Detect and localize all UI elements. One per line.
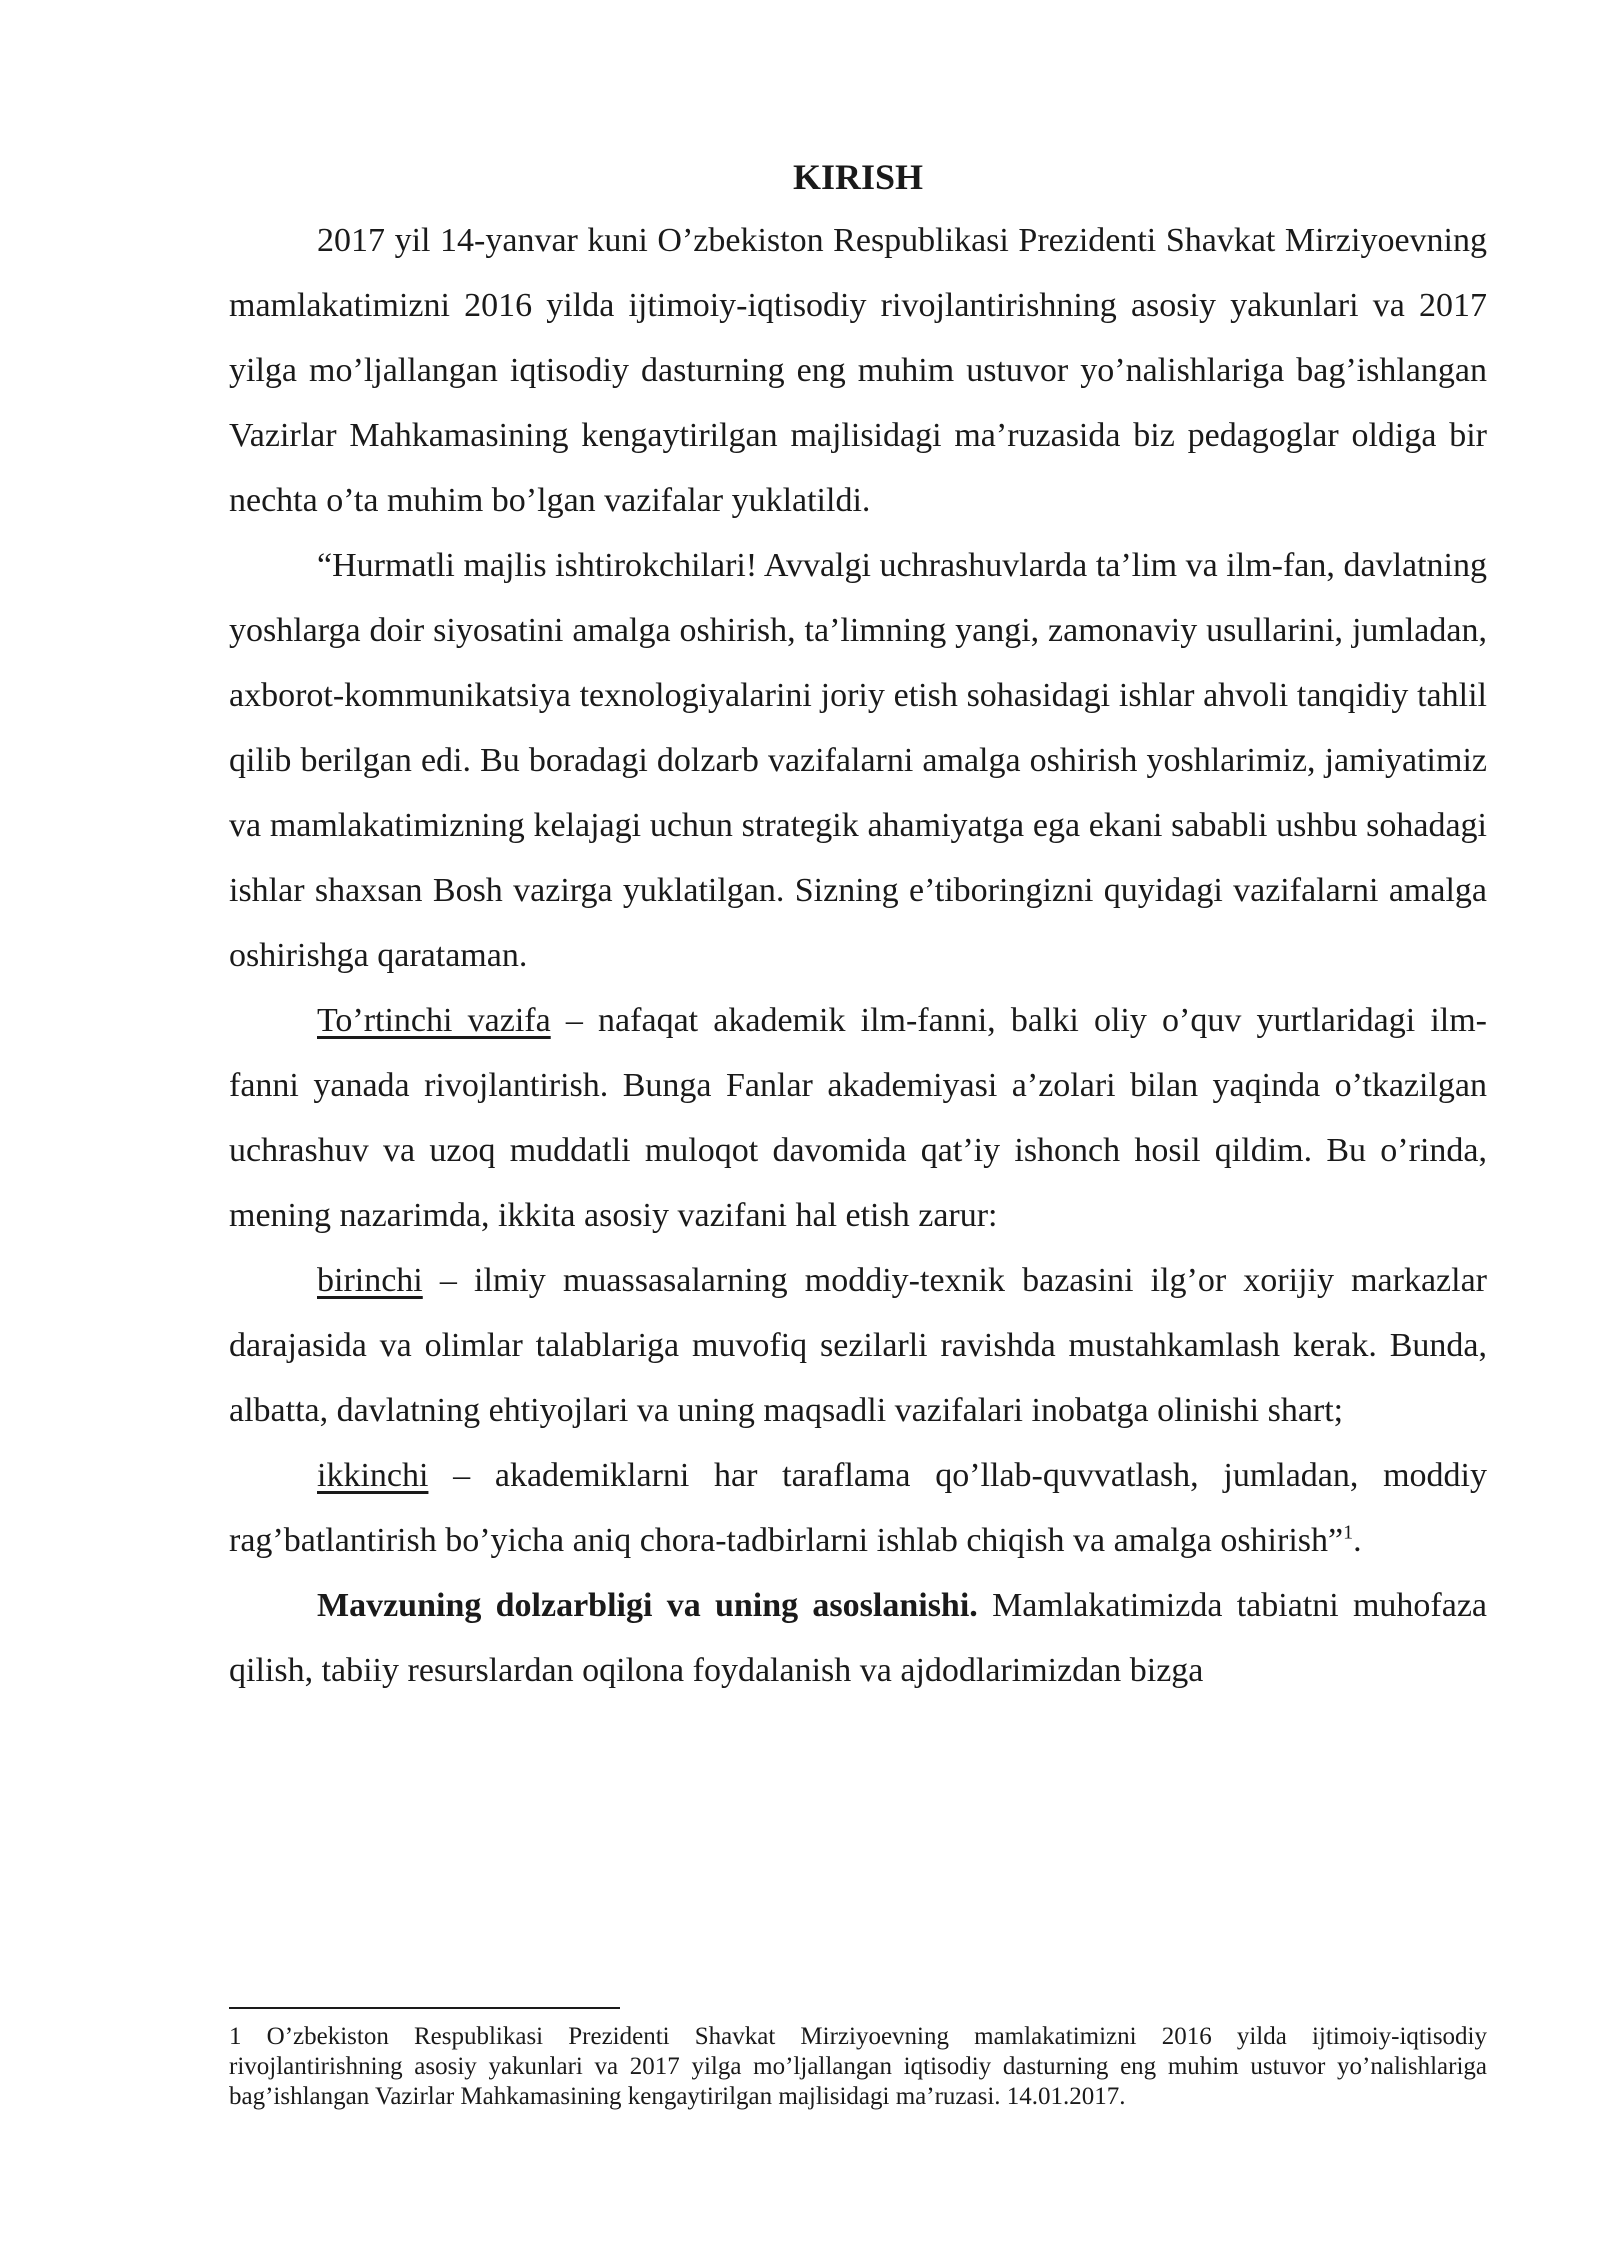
footnote: 1 O’zbekiston Respublikasi Prezidenti Shavkat Mirziyoevning mamlakatimizni 2016 yilda ijtimoiy-iqtisodiy rivojlantirishning asosiy yakunlari va 2017 yilga mo’ljallangan iqtisodiy dasturning eng muhim ustuvor yo’nalishlariga bag’ishlangan Vazirlar Mahkamasining kengaytirilgan majlisidagi ma’ruzasi. 14.01.2017. [229, 2023, 1487, 2110]
paragraph-quote: “Hurmatli majlis ishtirokchilari! Avvalgi uchrashuvlarda ta’lim va ilm-fan, davlatning yoshlarga doir siyosatini amalga oshirish, ta’limning yangi, zamonaviy usullarini, jumladan, axborot-kommunikatsiya texnologiyalarini joriy etish sohasidagi ishlar ahvoli tanqidiy tahlil qilib berilgan edi. Bu boradagi dolzarb vazifalarni amalga oshirish yoshlarimiz, jamiyatimiz va mamlakatimizning kelajagi uchun strategik ahamiyatga ega ekani sababli ushbu sohadagi ishlar shaxsan Bosh vazirga yuklatilgan. Sizning e’tiboringizni quyidagi vazifalarni amalga oshirishga qarataman. [229, 547, 1487, 974]
first-item-text: – ilmiy muassasalarning moddiy-texnik bazasini ilg’or xorijiy markazlar darajasida va olimlar talablariga muvofiq sezilarli ravishda mustahkamlash kerak. Bunda, albatta, davlatning ehtiyojlari va uning maqsadli vazifalari inobatga olinishi shart; [229, 1262, 1487, 1429]
second-item-term: ikkinchi [317, 1457, 429, 1494]
first-item-term: birinchi [317, 1262, 423, 1299]
page-title: KIRISH [792, 157, 924, 197]
paragraph-intro: 2017 yil 14-yanvar kuni O’zbekiston Respublikasi Prezidenti Shavkat Mirziyoevning mamlakatimizni 2016 yilda ijtimoiy-iqtisodiy rivojlantirishning asosiy yakunlari va 2017 yilga mo’ljallangan iqtisodiy dasturning eng muhim ustuvor yo’nalishlariga bag’ishlangan Vazirlar Mahkamasining kengaytirilgan majlisidagi ma’ruzasida biz pedagoglar oldiga bir nechta o’ta muhim bo’lgan vazifalar yuklatildi. [229, 222, 1487, 519]
second-item-end: . [1353, 1522, 1362, 1559]
relevance-text: Mamlakatimizda tabiatni muhofaza qilish, tabiiy resurslardan oqilona foydalanish va ajdodlarimizdan bizga [229, 1587, 1488, 1689]
paragraph-relevance [229, 1573, 1487, 1703]
relevance-heading: Mavzuning dolzarbligi va uning asoslanishi. [317, 1587, 978, 1624]
paragraph-second-item [229, 1443, 1487, 1573]
page-body [229, 146, 1487, 1703]
paragraph-fourth-task [229, 988, 1487, 1248]
footnote-separator [229, 2007, 620, 2009]
second-item-text: – akademiklarni har taraflama qo’llab-quvvatlash, jumladan, moddiy rag’batlantirish bo’yicha aniq chora-tadbirlarni ishlab chiqish va amalga oshirish” [229, 1457, 1487, 1559]
footnote-reference[interactable]: 1 [1343, 1521, 1354, 1544]
paragraph-first-item [229, 1248, 1487, 1443]
fourth-task-text: – nafaqat akademik ilm-fanni, balki oliy o’quv yurtlaridagi ilm-fanni yanada rivojlantirish. Bunga Fanlar akademiyasi a’zolari bilan yaqinda o’tkazilgan uchrashuv va uzoq muddatli muloqot davomida qat’iy ishonch hosil qildim. Bu o’rinda, mening nazarimda, ikkita asosiy vazifani hal etish zarur: [229, 1002, 1488, 1234]
fourth-task-term: To’rtinchi vazifa [317, 1002, 551, 1039]
